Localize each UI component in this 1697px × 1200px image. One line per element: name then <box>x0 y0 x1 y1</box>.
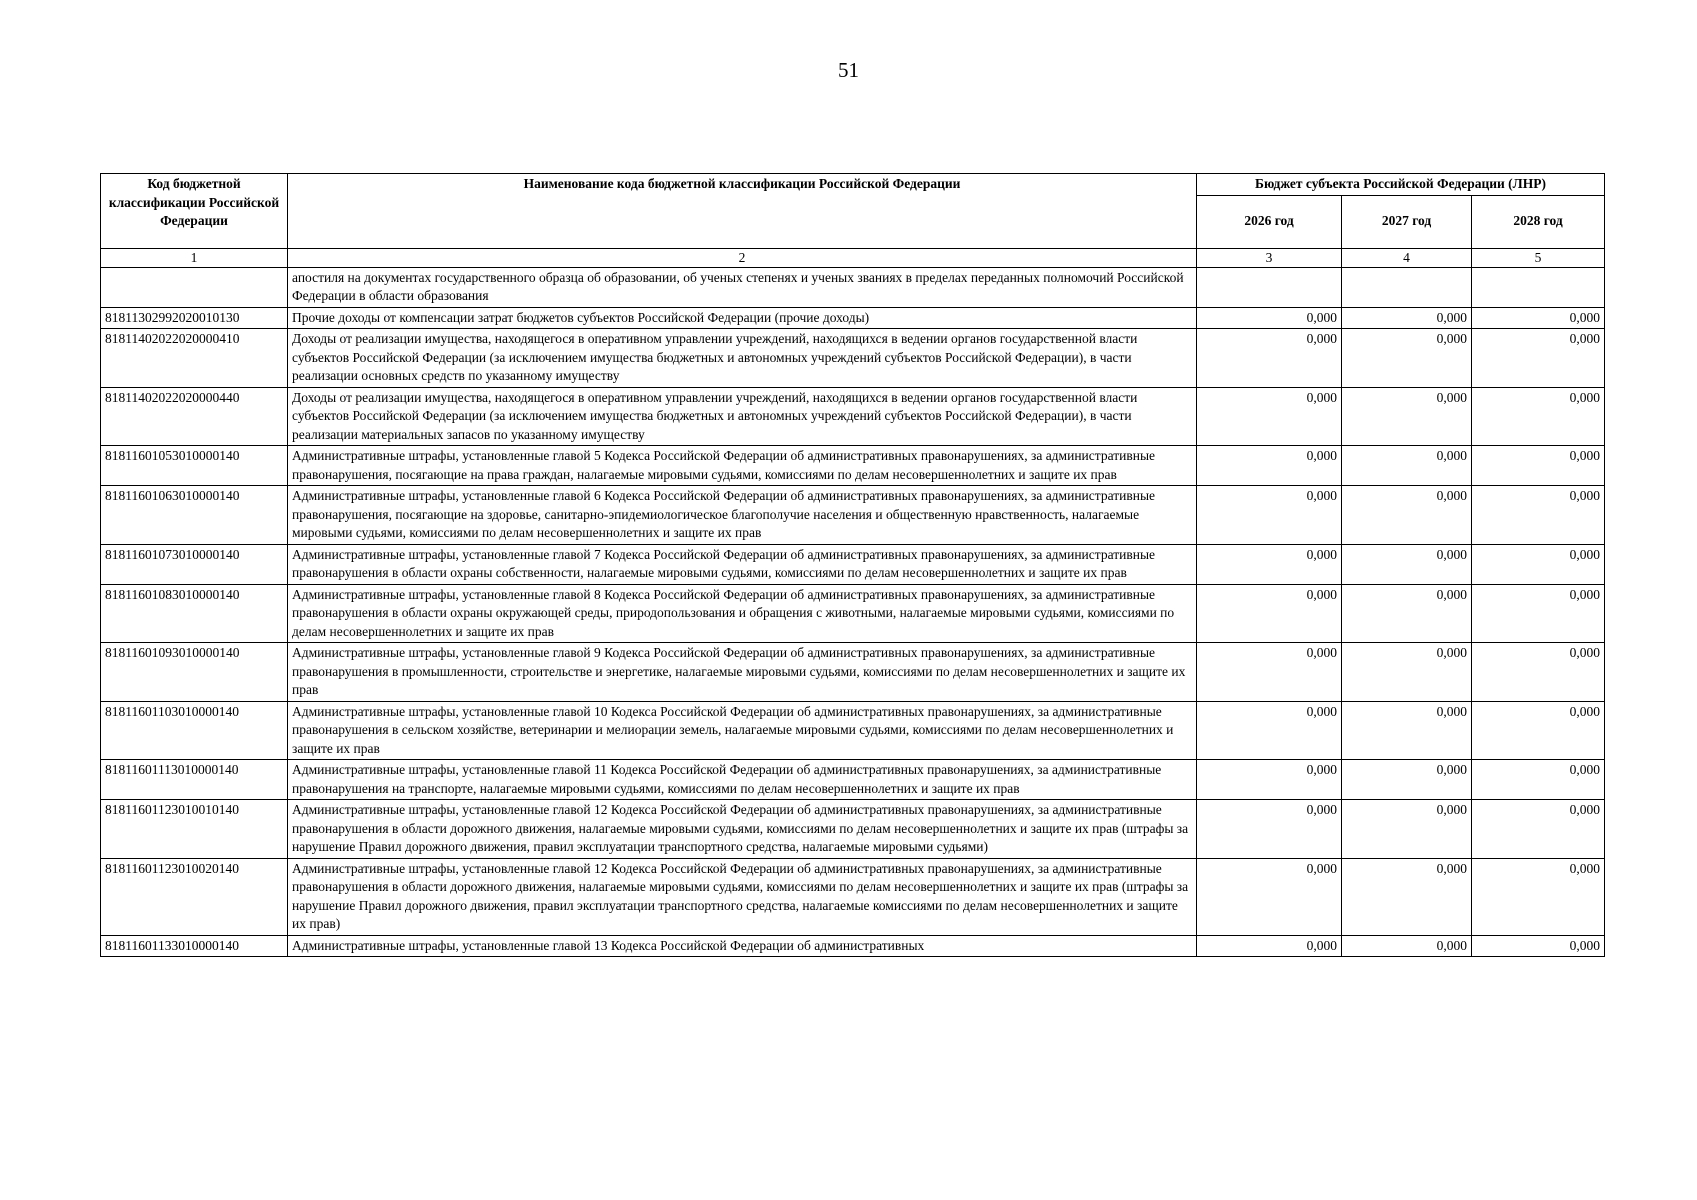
row-value-2026: 0,000 <box>1197 544 1342 584</box>
row-name: Административные штрафы, установленные главой 12 Кодекса Российской Федерации об административных правонарушениях, за административные правонарушения в области дорожного движения, налагаемые мировыми судьями, комиссиями по делам несовершеннолетних и защите их прав (штрафы за нарушение Правил дорожного движения, правил эксплуатации транспортного средства, налагаемые мировыми судьями) <box>288 800 1197 859</box>
row-value-2028: 0,000 <box>1472 584 1605 643</box>
table-row <box>101 387 1605 446</box>
header-year-2027: 2027 год <box>1342 195 1472 248</box>
row-value-2027 <box>1342 267 1472 307</box>
column-number: 5 <box>1472 248 1605 267</box>
table-row <box>101 643 1605 702</box>
row-value-2027: 0,000 <box>1342 760 1472 800</box>
header-code: Код бюджетной классификации Российской Федерации <box>101 174 288 249</box>
row-name: Административные штрафы, установленные главой 7 Кодекса Российской Федерации об административных правонарушениях, за административные правонарушения в области охраны собственности, налагаемые мировыми судьями, комиссиями по делам несовершеннолетних и защите их прав <box>288 544 1197 584</box>
row-code: 81811302992020010130 <box>101 307 288 329</box>
row-value-2028: 0,000 <box>1472 935 1605 957</box>
row-code: 81811601083010000140 <box>101 584 288 643</box>
header-year-2026: 2026 год <box>1197 195 1342 248</box>
row-value-2026: 0,000 <box>1197 329 1342 388</box>
column-numbers-row <box>101 248 1605 267</box>
row-value-2028: 0,000 <box>1472 760 1605 800</box>
row-code: 81811601053010000140 <box>101 446 288 486</box>
header-year-2028: 2028 год <box>1472 195 1605 248</box>
column-number: 3 <box>1197 248 1342 267</box>
table-row <box>101 446 1605 486</box>
row-name: Административные штрафы, установленные главой 12 Кодекса Российской Федерации об административных правонарушениях, за административные правонарушения в области дорожного движения, налагаемые мировыми судьями, комиссиями по делам несовершеннолетних и защите их прав (штрафы за нарушение Правил дорожного движения, правил эксплуатации транспортного средства, налагаемые комиссиями по делам несовершеннолетних и защите их прав) <box>288 858 1197 935</box>
row-code: 81811601063010000140 <box>101 486 288 545</box>
row-name: Административные штрафы, установленные главой 13 Кодекса Российской Федерации об административных <box>288 935 1197 957</box>
column-number: 4 <box>1342 248 1472 267</box>
row-value-2026: 0,000 <box>1197 858 1342 935</box>
header-name: Наименование кода бюджетной классификации Российской Федерации <box>288 174 1197 249</box>
row-value-2027: 0,000 <box>1342 387 1472 446</box>
row-value-2028: 0,000 <box>1472 800 1605 859</box>
column-number: 2 <box>288 248 1197 267</box>
row-name: Административные штрафы, установленные главой 8 Кодекса Российской Федерации об административных правонарушениях, за административные правонарушения в области охраны окружающей среды, природопользования и обращения с животными, налагаемые мировыми судьями, комиссиями по делам несовершеннолетних и защите их прав <box>288 584 1197 643</box>
row-code: 81811601133010000140 <box>101 935 288 957</box>
row-value-2027: 0,000 <box>1342 307 1472 329</box>
row-code <box>101 267 288 307</box>
row-code: 81811402022020000410 <box>101 329 288 388</box>
row-value-2028: 0,000 <box>1472 858 1605 935</box>
row-name: Доходы от реализации имущества, находящегося в оперативном управлении учреждений, находящихся в ведении органов государственной власти субъектов Российской Федерации (за исключением имущества бюджетных и автономных учреждений субъектов Российской Федерации), в части реализации материальных запасов по указанному имуществу <box>288 387 1197 446</box>
row-value-2027: 0,000 <box>1342 446 1472 486</box>
row-value-2026: 0,000 <box>1197 643 1342 702</box>
row-code: 81811601073010000140 <box>101 544 288 584</box>
row-name: Административные штрафы, установленные главой 6 Кодекса Российской Федерации об административных правонарушениях, за административные правонарушения, посягающие на здоровье, санитарно-эпидемиологическое благополучие населения и общественную нравственность, налагаемые мировыми судьями, комиссиями по делам несовершеннолетних и защите их прав <box>288 486 1197 545</box>
row-value-2028: 0,000 <box>1472 486 1605 545</box>
page-number: 51 <box>838 58 859 82</box>
row-value-2026: 0,000 <box>1197 307 1342 329</box>
table-row <box>101 267 1605 307</box>
row-value-2028: 0,000 <box>1472 307 1605 329</box>
row-value-2028: 0,000 <box>1472 544 1605 584</box>
row-value-2026: 0,000 <box>1197 446 1342 486</box>
row-value-2027: 0,000 <box>1342 858 1472 935</box>
row-code: 81811601103010000140 <box>101 701 288 760</box>
row-name: Административные штрафы, установленные главой 9 Кодекса Российской Федерации об административных правонарушениях, за административные правонарушения в промышленности, строительстве и энергетике, налагаемые мировыми судьями, комиссиями по делам несовершеннолетних и защите их прав <box>288 643 1197 702</box>
table-row <box>101 544 1605 584</box>
row-name: Прочие доходы от компенсации затрат бюджетов субъектов Российской Федерации (прочие доходы) <box>288 307 1197 329</box>
row-code: 81811601123010010140 <box>101 800 288 859</box>
row-name: Административные штрафы, установленные главой 11 Кодекса Российской Федерации об административных правонарушениях, за административные правонарушения на транспорте, налагаемые мировыми судьями, комиссиями по делам несовершеннолетних и защите их прав <box>288 760 1197 800</box>
row-code: 81811402022020000440 <box>101 387 288 446</box>
row-value-2028: 0,000 <box>1472 643 1605 702</box>
row-value-2027: 0,000 <box>1342 935 1472 957</box>
row-value-2026: 0,000 <box>1197 935 1342 957</box>
row-code: 81811601093010000140 <box>101 643 288 702</box>
row-value-2028: 0,000 <box>1472 329 1605 388</box>
table-body <box>101 267 1605 957</box>
row-value-2027: 0,000 <box>1342 584 1472 643</box>
table-row <box>101 486 1605 545</box>
row-value-2028: 0,000 <box>1472 446 1605 486</box>
row-name: Административные штрафы, установленные главой 5 Кодекса Российской Федерации об административных правонарушениях, за административные правонарушения, посягающие на права граждан, налагаемые мировыми судьями, комиссиями по делам несовершеннолетних и защите их прав <box>288 446 1197 486</box>
table-row <box>101 858 1605 935</box>
row-value-2026: 0,000 <box>1197 486 1342 545</box>
row-value-2027: 0,000 <box>1342 544 1472 584</box>
row-name: Административные штрафы, установленные главой 10 Кодекса Российской Федерации об административных правонарушениях, за административные правонарушения в сельском хозяйстве, ветеринарии и мелиорации земель, налагаемые мировыми судьями, комиссиями по делам несовершеннолетних и защите их прав <box>288 701 1197 760</box>
row-code: 81811601113010000140 <box>101 760 288 800</box>
row-value-2026: 0,000 <box>1197 701 1342 760</box>
table-row <box>101 760 1605 800</box>
table-row <box>101 701 1605 760</box>
row-value-2026: 0,000 <box>1197 584 1342 643</box>
row-value-2026: 0,000 <box>1197 760 1342 800</box>
row-value-2027: 0,000 <box>1342 486 1472 545</box>
row-value-2027: 0,000 <box>1342 800 1472 859</box>
row-value-2028: 0,000 <box>1472 701 1605 760</box>
row-code: 81811601123010020140 <box>101 858 288 935</box>
table-row <box>101 800 1605 859</box>
table-row <box>101 584 1605 643</box>
row-value-2026: 0,000 <box>1197 800 1342 859</box>
row-value-2026: 0,000 <box>1197 387 1342 446</box>
table-row <box>101 329 1605 388</box>
column-number: 1 <box>101 248 288 267</box>
row-value-2027: 0,000 <box>1342 643 1472 702</box>
row-value-2028: 0,000 <box>1472 387 1605 446</box>
row-value-2027: 0,000 <box>1342 701 1472 760</box>
header-budget-group: Бюджет субъекта Российской Федерации (ЛНР) <box>1197 174 1605 196</box>
budget-classification-table <box>100 173 1605 957</box>
table-row <box>101 307 1605 329</box>
header-row <box>101 174 1605 196</box>
row-value-2026 <box>1197 267 1342 307</box>
row-value-2027: 0,000 <box>1342 329 1472 388</box>
row-name: апостиля на документах государственного образца об образовании, об ученых степенях и ученых званиях в пределах переданных полномочий Российской Федерации в области образования <box>288 267 1197 307</box>
row-value-2028 <box>1472 267 1605 307</box>
row-name: Доходы от реализации имущества, находящегося в оперативном управлении учреждений, находящихся в ведении органов государственной власти субъектов Российской Федерации (за исключением имущества бюджетных и автономных учреждений субъектов Российской Федерации), в части реализации основных средств по указанному имуществу <box>288 329 1197 388</box>
table-row <box>101 935 1605 957</box>
